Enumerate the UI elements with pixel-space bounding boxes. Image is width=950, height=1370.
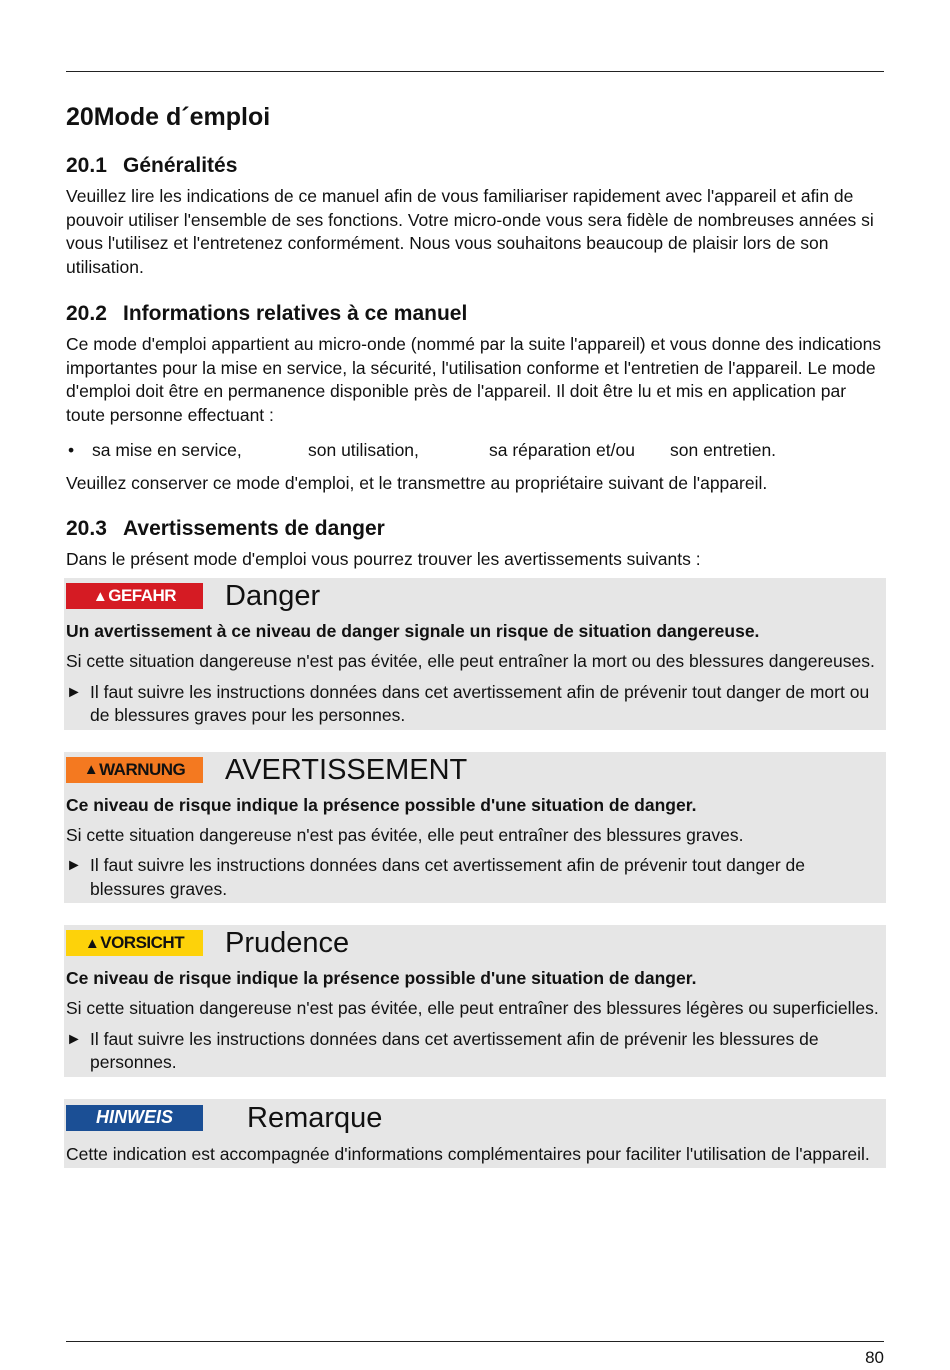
warning-prudence-box: [64, 925, 886, 1077]
badge-label: GEFAHR: [108, 586, 177, 605]
section-warnings: [66, 516, 884, 1169]
warning-title: Danger: [225, 580, 321, 612]
bullet-symbol: •: [68, 440, 75, 460]
section-manual-info: [66, 301, 884, 496]
section-general: [66, 153, 884, 279]
page-content: [66, 101, 884, 1190]
section-number: 20.3: [66, 516, 107, 540]
section-number: 20.2: [66, 302, 107, 325]
warning-consequence: Si cette situation dangereuse n'est pas évitée, elle peut entraîner des blessures légères ou superficielles.: [66, 998, 879, 1018]
warning-title: Prudence: [225, 927, 350, 959]
warning-danger-box: [64, 578, 886, 730]
hinweis-badge: HINWEIS: [66, 1105, 203, 1131]
warning-statement: Un avertissement à ce niveau de danger signale un risque de situation dangereuse.: [66, 621, 760, 641]
warning-title: AVERTISSEMENT: [225, 753, 468, 786]
warning-avertissement-box: [64, 752, 886, 904]
arrow-icon: ►: [66, 683, 82, 701]
list-item: sa mise en service,: [92, 440, 242, 460]
list-item: sa réparation et/ou: [489, 440, 635, 460]
section-title: Informations relatives à ce manuel: [123, 302, 468, 325]
badge-label: VORSICHT: [100, 933, 185, 952]
instruction-text: Il faut suivre les instructions données dans cet avertissement afin de prévenir les blessures de personnes.: [90, 1028, 819, 1072]
warning-instruction: [66, 681, 884, 728]
warning-instruction: [66, 1028, 884, 1075]
gefahr-badge: [66, 583, 203, 609]
header-rule: [66, 71, 884, 72]
arrow-icon: ►: [66, 857, 82, 874]
arrow-icon: ►: [66, 1030, 82, 1048]
badge-label: WARNUNG: [99, 759, 186, 779]
footer-rule: [66, 1341, 884, 1342]
list-item: son entretien.: [670, 440, 777, 460]
notice-remarque-box: [64, 1099, 886, 1169]
section-closing: Veuillez conserver ce mode d'emploi, et le transmettre au propriétaire suivant de l'appareil.: [66, 473, 768, 493]
notice-title: Remarque: [247, 1101, 383, 1134]
warning-triangle-icon: ▲: [92, 587, 108, 605]
bullet-list: [66, 439, 884, 462]
section-body: Veuillez lire les indications de ce manuel afin de vous familiariser rapidement avec l'appareil et afin de pouvoir utiliser l'ensemble de ses fonctions. Votre micro-onde vous sera fidèle de nombreuses années si vous l'utilisez et l'entretenez conformément. Nous vous souhaitons beaucoup de plaisir lors de son utilisation.: [66, 186, 874, 277]
list-item: son utilisation,: [308, 440, 419, 460]
warning-header: [66, 752, 884, 788]
instruction-text: Il faut suivre les instructions données dans cet avertissement afin de prévenir tout danger de mort ou de blessures graves pour les personnes.: [90, 681, 870, 725]
page-number: 80: [865, 1348, 884, 1367]
warning-consequence: Si cette situation dangereuse n'est pas évitée, elle peut entraîner la mort ou des blessures dangereuses.: [66, 651, 875, 671]
vorsicht-badge: [66, 930, 203, 956]
warning-instruction: [66, 854, 884, 901]
section-number: 20.1: [66, 154, 107, 177]
warning-statement: Ce niveau de risque indique la présence possible d'une situation de danger.: [66, 968, 697, 988]
warning-statement: Ce niveau de risque indique la présence possible d'une situation de danger.: [66, 794, 697, 815]
section-heading: [66, 516, 884, 542]
warning-header: [66, 925, 884, 961]
warning-header: [66, 578, 884, 614]
warning-triangle-icon: ▲: [84, 934, 100, 952]
notice-text: Cette indication est accompagnée d'informations complémentaires pour faciliter l'utilisation de l'appareil.: [66, 1143, 870, 1164]
section-title: Avertissements de danger: [123, 516, 385, 540]
manual-page: [66, 0, 884, 1370]
warning-consequence: Si cette situation dangereuse n'est pas évitée, elle peut entraîner des blessures graves.: [66, 824, 744, 845]
chapter-title: 20Mode d´emploi: [66, 103, 271, 131]
section-intro: Dans le présent mode d'emploi vous pourrez trouver les avertissements suivants :: [66, 548, 701, 569]
section-title: Généralités: [123, 154, 238, 177]
notice-header: [66, 1099, 884, 1137]
warnung-badge: [66, 757, 203, 783]
warning-triangle-icon: ▲: [83, 761, 99, 778]
instruction-text: Il faut suivre les instructions données dans cet avertissement afin de prévenir tout danger de blessures graves.: [90, 855, 805, 899]
section-body: Ce mode d'emploi appartient au micro-onde (nommé par la suite l'appareil) et vous donne des indications importantes pour la mise en service, la sécurité, l'utilisation conforme et l'entretien de l'appareil. Le mode d'emploi doit être en permanence disponible près de l'appareil. Il doit être lu et mis en application par toute personne effectuant :: [66, 334, 882, 425]
section-heading: [66, 153, 884, 179]
section-heading: [66, 301, 884, 327]
